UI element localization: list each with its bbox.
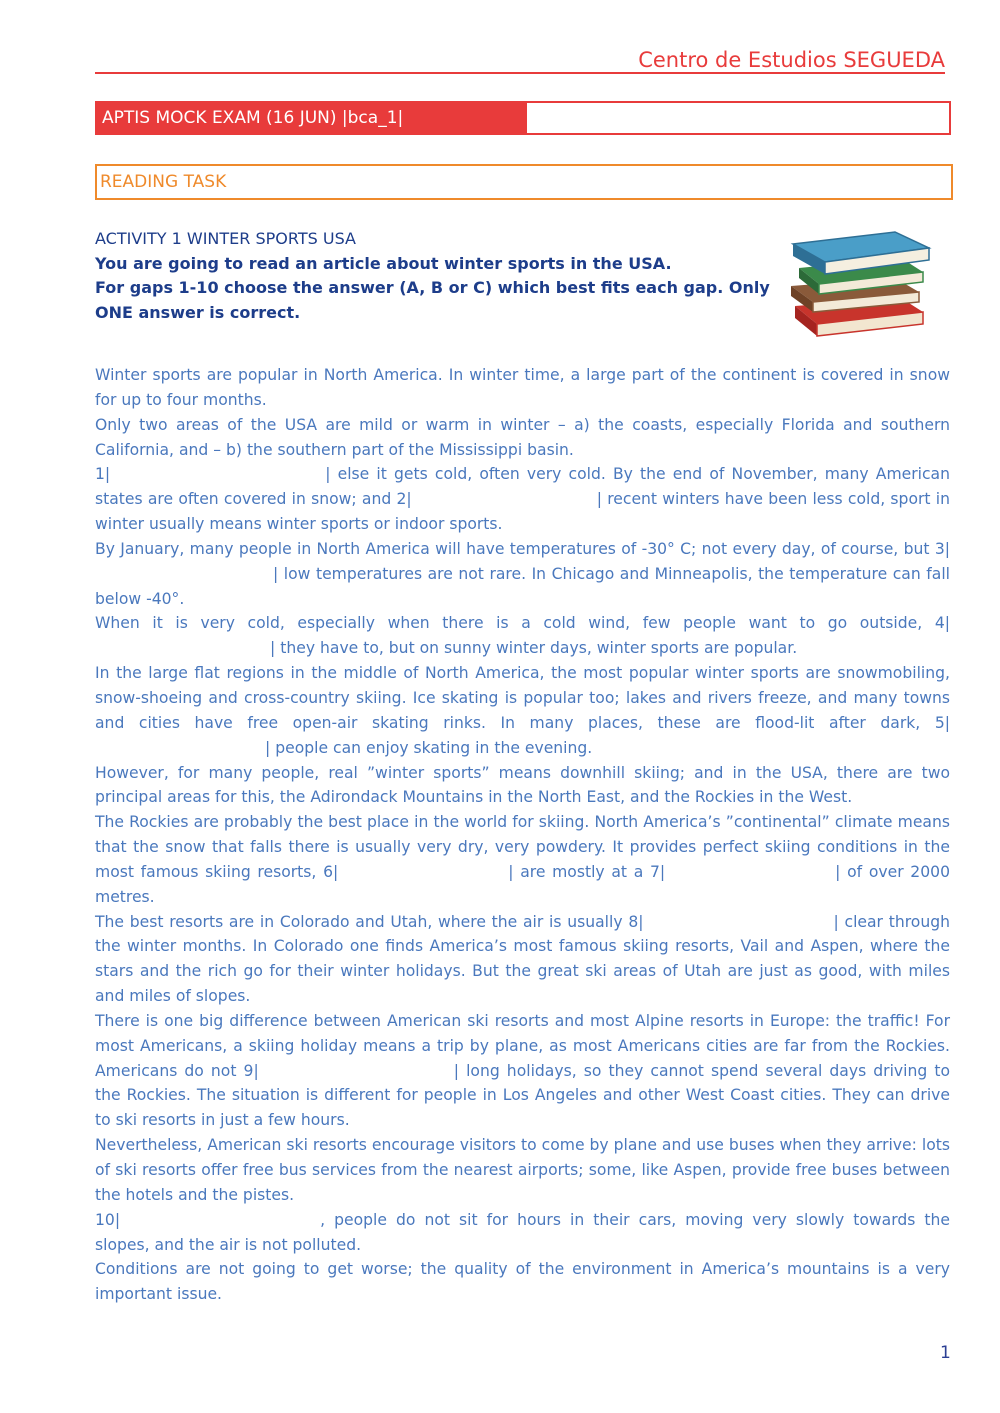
- gap-9-end: |: [453, 1061, 459, 1080]
- text-run: By January, many people in North America will have temperatures of -30° C; not every day, of course, but: [95, 539, 935, 558]
- instruction-line-3: ONE answer is correct.: [95, 302, 301, 322]
- paragraph: [95, 462, 950, 537]
- paragraph: [95, 611, 950, 661]
- gap-3-number: 3|: [934, 539, 950, 558]
- gap-7-number: 7|: [649, 862, 666, 881]
- paragraph: Conditions are not going to get worse; the quality of the environment in America’s mountains is a very important issue.: [95, 1260, 950, 1304]
- paragraph: [95, 1009, 950, 1133]
- instructions: [95, 227, 775, 325]
- text-run: There is one big difference between American ski resorts and most Alpine resorts in Europe: the traffic! For most Americans, a skiing holiday means a trip by plane, as most Americans cities are far from the Rockies. Americans do not: [95, 1011, 950, 1080]
- paragraph: Only two areas of the USA are mild or warm in winter – a) the coasts, especially Florida and southern California, and – b) the southern part of the Mississippi basin.: [95, 415, 950, 459]
- text-run: low temperatures are not rare. In Chicago and Minneapolis, the temperature can fall below -40°.: [95, 564, 950, 608]
- text-run: recent winters have been less cold, sport in winter usually means winter sports or indoor sports.: [95, 490, 950, 534]
- gap-5-end: |: [265, 738, 271, 757]
- text-run: people can enjoy skating in the evening.: [270, 738, 593, 757]
- text-run: they have to, but on sunny winter days, winter sports are popular.: [275, 639, 798, 658]
- text-run: long holidays, so they cannot spend several days driving to the Rockies. The situation is different for people in Los Angeles and other West Coast cities. They can drive to ski resorts in just a few hours.: [95, 1061, 950, 1130]
- gap-8-end: |: [833, 912, 839, 931]
- gap-5-number: 5|: [934, 713, 950, 732]
- paragraph: [95, 537, 950, 612]
- gap-6-end: |: [508, 862, 514, 881]
- paragraph: [95, 1208, 950, 1258]
- gap-1-end: |: [325, 465, 331, 484]
- paragraph: Nevertheless, American ski resorts encourage visitors to come by plane and use buses when they arrive: lots of ski resorts offer free bus services from the nearest airports; some, like Aspen, provide free buses between the hotels and the pistes.: [95, 1136, 950, 1204]
- article: [95, 363, 950, 1307]
- gap-7-end: |: [835, 862, 841, 881]
- exam-title: APTIS MOCK EXAM (16 JUN) |bca_1|: [97, 103, 527, 133]
- gap-2-end: |: [596, 490, 602, 509]
- task-title: READING TASK: [95, 164, 953, 200]
- text-run: else it gets cold, often very cold. By the end of November, many American states are often covered in snow; and: [95, 465, 950, 509]
- gap-4-number: 4|: [934, 614, 950, 633]
- gap-3-end: |: [273, 564, 279, 583]
- gap-8-number: 8|: [628, 912, 644, 931]
- instruction-line-1: You are going to read an article about winter sports in the USA.: [95, 253, 672, 273]
- gap-1-number: 1|: [95, 465, 111, 484]
- school-name: Centro de Estudios SEGUEDA: [638, 48, 945, 72]
- paragraph: [95, 661, 950, 760]
- paragraph: Winter sports are popular in North America. In winter time, a large part of the continent is covered in snow for up to four months.: [95, 366, 950, 409]
- activity-title: ACTIVITY 1 WINTER SPORTS USA: [95, 229, 356, 248]
- text-run: are mostly at a: [513, 862, 650, 881]
- gap-6-number: 6|: [323, 862, 339, 881]
- instruction-line-2: For gaps 1-10 choose the answer (A, B or C) which best fits each gap. Only: [95, 278, 770, 297]
- gap-2-number: 2|: [396, 490, 412, 509]
- gap-10-number: 10|: [95, 1210, 121, 1229]
- exam-title-box: [95, 101, 951, 135]
- text-run: In the large flat regions in the middle of North America, the most popular winter sports are snowmobiling, snow-shoeing and cross-country skiing. Ice skating is popular too; lakes and rivers freeze, and many towns and cities have free open-air skating rinks. In many places, these are flood-lit after dark,: [95, 664, 950, 732]
- text-run: clear through the winter months. In Colorado one finds America’s most famous skiing resorts, Vail and Aspen, where the stars and the rich go for their winter holidays. But the great ski areas of Utah are just as good, with miles and miles of slopes.: [95, 912, 950, 1006]
- books-icon: [783, 228, 933, 340]
- gap-4-end: |: [270, 639, 276, 658]
- gap-9-number: 9|: [243, 1061, 259, 1080]
- text-run: of over 2000 metres.: [95, 862, 950, 906]
- text-run: The best resorts are in Colorado and Utah, where the air is usually: [95, 912, 629, 931]
- paragraph: [95, 910, 950, 1009]
- header-rule: [95, 72, 945, 74]
- text-run: When it is very cold, especially when there is a cold wind, few people want to go outside,: [95, 614, 935, 633]
- text-run: The Rockies are probably the best place in the world for skiing. North America’s ”continental” climate means that the snow that falls there is usually very dry, very powdery. It provides perfect skiing conditions in the most famous skiing resorts,: [95, 813, 950, 881]
- paragraph: However, for many people, real ”winter sports” means downhill skiing; and in the USA, there are two principal areas for this, the Adirondack Mountains in the North East, and the Rockies in the West.: [95, 763, 950, 807]
- exam-answer-field[interactable]: [527, 103, 949, 133]
- page-number: 1: [940, 1343, 951, 1363]
- paragraph: [95, 810, 950, 909]
- text-run: , people do not sit for hours in their cars, moving very slowly towards the slopes, and the air is not polluted.: [95, 1210, 950, 1254]
